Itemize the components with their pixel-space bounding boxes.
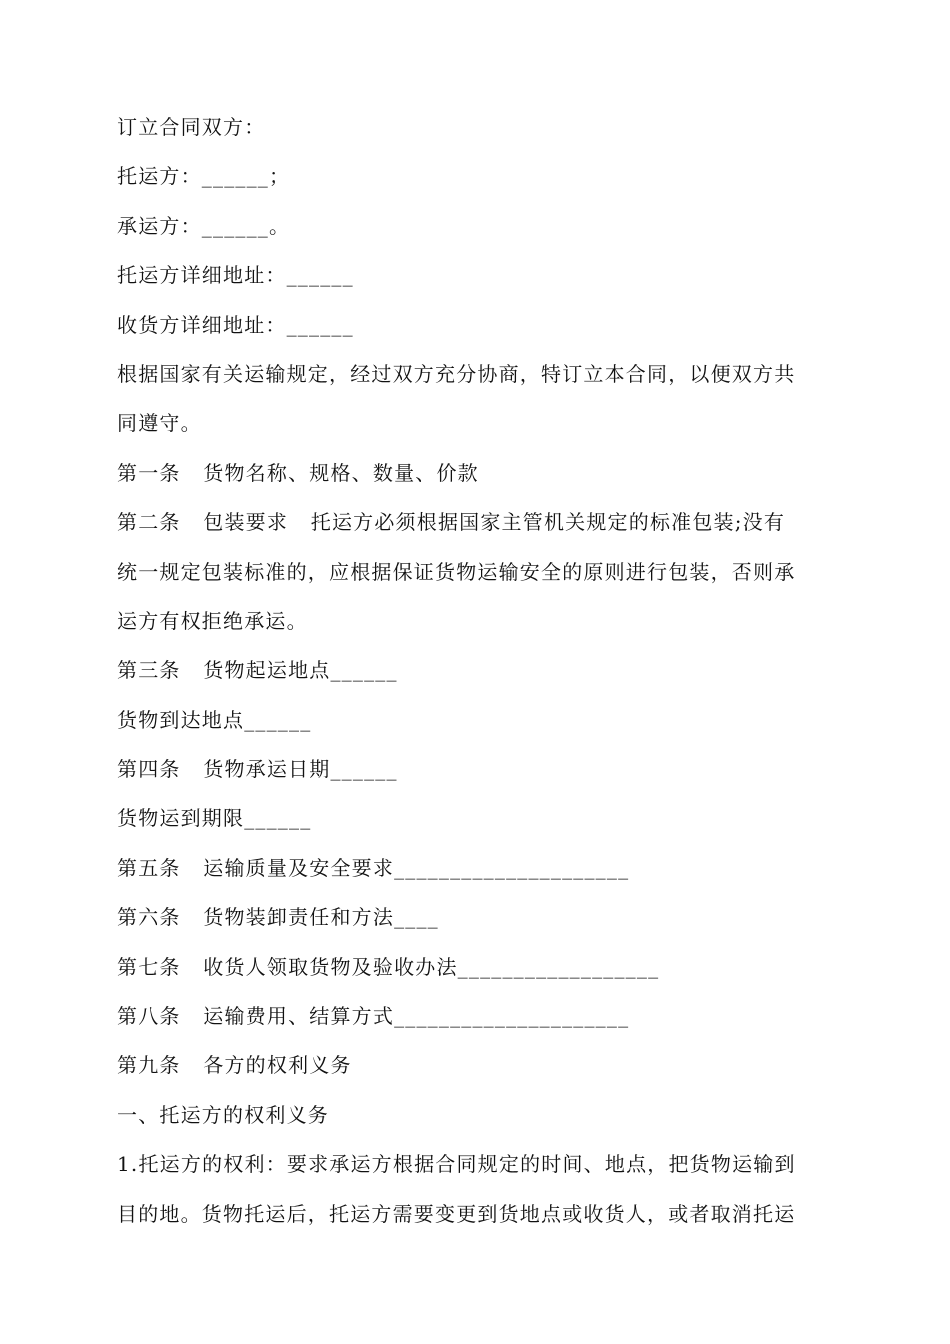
article-2-line-1: 第二条 包装要求 托运方必须根据国家主管机关规定的标准包装;没有	[117, 510, 786, 535]
contract-parties-heading: 订立合同双方：	[117, 115, 266, 139]
shipper-address-line: 托运方详细地址：______	[117, 263, 354, 288]
carrier-line: 承运方：______。	[117, 213, 291, 238]
article-4-date: 第四条 货物承运日期______	[117, 757, 398, 782]
shipper-line: 托运方：______；	[117, 164, 291, 189]
article-1: 第一条 货物名称、规格、数量、价款	[117, 460, 479, 485]
preamble-line-2: 同遵守。	[117, 411, 202, 436]
article-2-line-3: 运方有权拒绝承运。	[117, 608, 308, 633]
article-3-origin: 第三条 货物起运地点______	[117, 658, 398, 683]
shipper-rights-line-2: 目的地。货物托运后，托运方需要变更到货地点或收货人，或者取消托运	[117, 1201, 796, 1226]
article-2-line-2: 统一规定包装标准的，应根据保证货物运输安全的原则进行包装，否则承	[117, 559, 796, 584]
preamble-line-1: 根据国家有关运输规定，经过双方充分协商，特订立本合同，以便双方共	[117, 361, 796, 386]
article-9: 第九条 各方的权利义务	[117, 1053, 352, 1078]
article-8: 第八条 运输费用、结算方式_____________________	[117, 1004, 630, 1029]
article-4-deadline: 货物运到期限______	[117, 806, 312, 831]
article-3-destination: 货物到达地点______	[117, 707, 312, 732]
article-7: 第七条 收货人领取货物及验收办法__________________	[117, 954, 660, 979]
shipper-rights-line-1: 1.托运方的权利：要求承运方根据合同规定的时间、地点，把货物运输到	[117, 1152, 796, 1177]
consignee-address-line: 收货方详细地址：______	[117, 312, 354, 337]
article-5: 第五条 运输质量及安全要求_____________________	[117, 855, 630, 880]
article-6: 第六条 货物装卸责任和方法____	[117, 905, 439, 930]
contract-document	[117, 103, 837, 1239]
section-shipper-rights: 一、托运方的权利义务	[117, 1102, 329, 1127]
